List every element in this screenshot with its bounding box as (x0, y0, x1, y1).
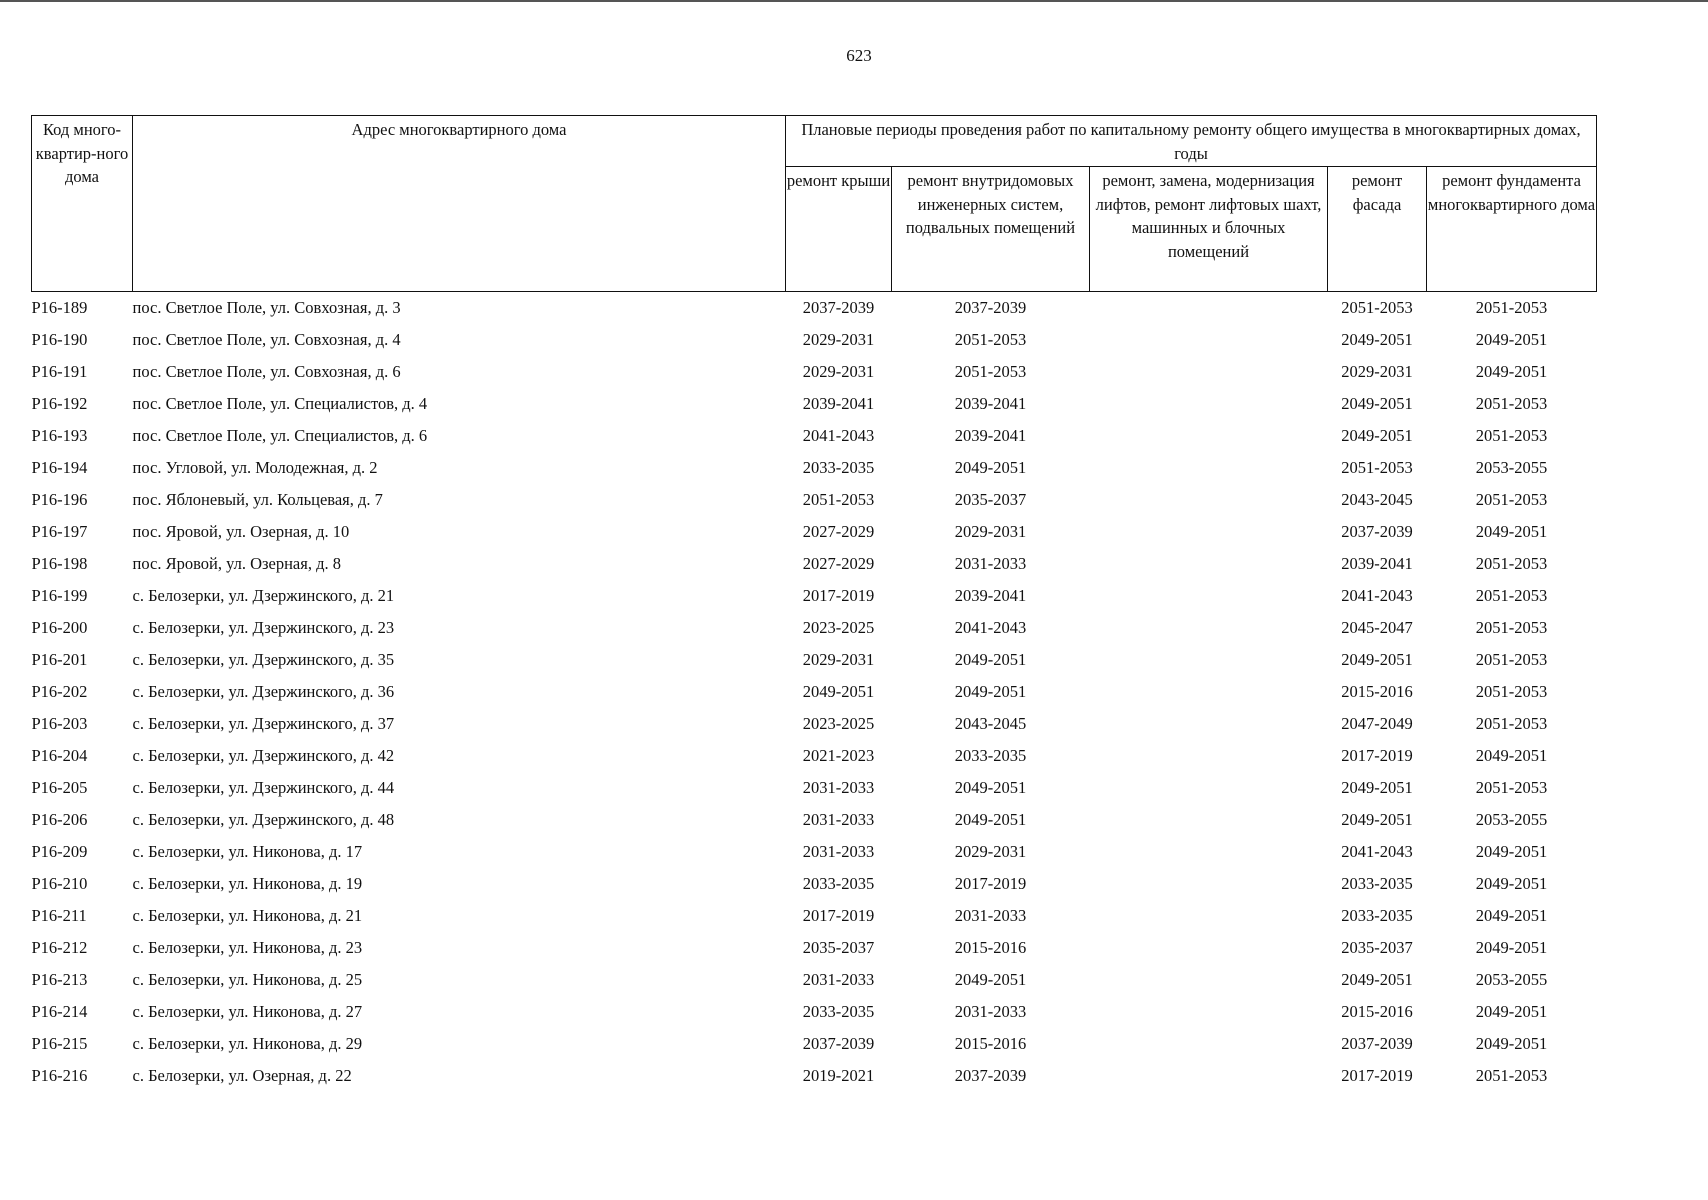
cell-facade: 2049-2051 (1341, 650, 1413, 669)
cell-foundation: 2049-2051 (1475, 746, 1548, 765)
cell-foundation: 2049-2051 (1475, 842, 1548, 861)
cell-facade: 2041-2043 (1341, 842, 1413, 861)
table-row (32, 644, 1597, 676)
table-row (32, 1060, 1597, 1092)
cell-foundation: 2049-2051 (1475, 874, 1548, 893)
table-row (32, 516, 1597, 548)
cell-facade: 2035-2037 (1341, 938, 1413, 957)
cell-lifts (1090, 772, 1328, 804)
cell-facade: 2045-2047 (1341, 618, 1413, 637)
cell-code: Р16-196 (31, 490, 88, 509)
cell-foundation: 2049-2051 (1475, 1034, 1548, 1053)
cell-roof: 2031-2033 (802, 778, 875, 797)
cell-foundation: 2051-2053 (1475, 618, 1548, 637)
cell-foundation: 2051-2053 (1475, 714, 1548, 733)
cell-engineering: 2039-2041 (954, 426, 1027, 445)
cell-facade: 2049-2051 (1341, 330, 1413, 349)
cell-roof: 2029-2031 (802, 330, 875, 349)
cell-engineering: 2017-2019 (954, 874, 1027, 893)
cell-foundation: 2049-2051 (1475, 938, 1548, 957)
cell-code: Р16-216 (31, 1066, 88, 1085)
table-row (32, 740, 1597, 772)
cell-address: с. Белозерки, ул. Дзержинского, д. 23 (132, 618, 395, 637)
cell-code: Р16-205 (31, 778, 88, 797)
cell-code: Р16-189 (31, 298, 88, 317)
cell-roof: 2051-2053 (802, 490, 875, 509)
cell-foundation: 2051-2053 (1475, 426, 1548, 445)
cell-roof: 2035-2037 (802, 938, 875, 957)
cell-lifts (1090, 356, 1328, 388)
cell-engineering: 2029-2031 (954, 842, 1027, 861)
header-roof: ремонт крыши (786, 167, 892, 292)
cell-roof: 2021-2023 (802, 746, 875, 765)
cell-roof: 2031-2033 (802, 810, 875, 829)
cell-lifts (1090, 420, 1328, 452)
cell-lifts (1090, 804, 1328, 836)
cell-lifts (1090, 964, 1328, 996)
cell-code: Р16-209 (31, 842, 88, 861)
cell-facade: 2051-2053 (1341, 458, 1413, 477)
cell-foundation: 2049-2051 (1475, 522, 1548, 541)
cell-roof: 2033-2035 (802, 874, 875, 893)
cell-lifts (1090, 516, 1328, 548)
table-row (32, 836, 1597, 868)
capital-repair-schedule-table (31, 115, 1597, 1092)
cell-lifts (1090, 740, 1328, 772)
cell-address: с. Белозерки, ул. Никонова, д. 27 (132, 1002, 363, 1021)
table-row (32, 996, 1597, 1028)
cell-facade: 2029-2031 (1341, 362, 1413, 381)
table-row (32, 292, 1597, 325)
cell-lifts (1090, 388, 1328, 420)
cell-engineering: 2049-2051 (954, 778, 1027, 797)
cell-lifts (1090, 676, 1328, 708)
cell-foundation: 2051-2053 (1475, 554, 1548, 573)
cell-code: Р16-203 (31, 714, 88, 733)
cell-lifts (1090, 644, 1328, 676)
cell-address: с. Белозерки, ул. Дзержинского, д. 44 (132, 778, 395, 797)
table-row (32, 708, 1597, 740)
header-periods-group: Плановые периоды проведения работ по капитальному ремонту общего имущества в многоквартирных домах, годы (786, 116, 1597, 167)
page-number: 623 (846, 46, 872, 65)
cell-code: Р16-190 (31, 330, 88, 349)
cell-lifts (1090, 900, 1328, 932)
cell-address: пос. Светлое Поле, ул. Совхозная, д. 4 (132, 330, 401, 349)
cell-engineering: 2051-2053 (954, 362, 1027, 381)
cell-facade: 2015-2016 (1341, 1002, 1413, 1021)
cell-code: Р16-214 (31, 1002, 88, 1021)
cell-engineering: 2037-2039 (954, 1066, 1027, 1085)
cell-engineering: 2015-2016 (954, 938, 1027, 957)
cell-code: Р16-202 (31, 682, 88, 701)
cell-roof: 2023-2025 (802, 714, 875, 733)
cell-lifts (1090, 612, 1328, 644)
cell-address: пос. Светлое Поле, ул. Совхозная, д. 3 (132, 298, 401, 317)
cell-foundation: 2049-2051 (1475, 906, 1548, 925)
cell-code: Р16-210 (31, 874, 88, 893)
cell-engineering: 2039-2041 (954, 394, 1027, 413)
cell-engineering: 2031-2033 (954, 1002, 1027, 1021)
table-row (32, 932, 1597, 964)
cell-lifts (1090, 996, 1328, 1028)
cell-roof: 2037-2039 (802, 1034, 875, 1053)
cell-lifts (1090, 1060, 1328, 1092)
cell-address: пос. Светлое Поле, ул. Совхозная, д. 6 (132, 362, 401, 381)
cell-engineering: 2037-2039 (954, 298, 1027, 317)
cell-engineering: 2039-2041 (954, 586, 1027, 605)
cell-address: с. Белозерки, ул. Никонова, д. 17 (132, 842, 363, 861)
cell-facade: 2017-2019 (1341, 746, 1413, 765)
cell-engineering: 2031-2033 (954, 554, 1027, 573)
cell-foundation: 2053-2055 (1475, 970, 1548, 989)
cell-engineering: 2033-2035 (954, 746, 1027, 765)
cell-address: с. Белозерки, ул. Никонова, д. 19 (132, 874, 363, 893)
cell-address: с. Белозерки, ул. Дзержинского, д. 42 (132, 746, 395, 765)
cell-code: Р16-206 (31, 810, 88, 829)
top-border-line (0, 0, 1708, 2)
cell-lifts (1090, 292, 1328, 325)
cell-roof: 2033-2035 (802, 458, 875, 477)
cell-roof: 2029-2031 (802, 362, 875, 381)
header-code: Код много-квартир-ного дома (32, 116, 133, 292)
cell-engineering: 2035-2037 (954, 490, 1027, 509)
cell-lifts (1090, 1028, 1328, 1060)
cell-address: с. Белозерки, ул. Дзержинского, д. 37 (132, 714, 395, 733)
cell-code: Р16-200 (31, 618, 88, 637)
cell-roof: 2039-2041 (802, 394, 875, 413)
cell-facade: 2043-2045 (1341, 490, 1413, 509)
cell-engineering: 2051-2053 (954, 330, 1027, 349)
cell-address: пос. Яблоневый, ул. Кольцевая, д. 7 (132, 490, 383, 509)
table-row (32, 868, 1597, 900)
cell-lifts (1090, 452, 1328, 484)
cell-lifts (1090, 580, 1328, 612)
cell-foundation: 2049-2051 (1475, 362, 1548, 381)
cell-roof: 2019-2021 (802, 1066, 875, 1085)
cell-code: Р16-201 (31, 650, 88, 669)
cell-lifts (1090, 324, 1328, 356)
cell-code: Р16-198 (31, 554, 88, 573)
cell-code: Р16-215 (31, 1034, 88, 1053)
cell-engineering: 2015-2016 (954, 1034, 1027, 1053)
cell-foundation: 2049-2051 (1475, 1002, 1548, 1021)
cell-code: Р16-213 (31, 970, 88, 989)
cell-code: Р16-192 (31, 394, 88, 413)
table-row (32, 580, 1597, 612)
cell-address: с. Белозерки, ул. Никонова, д. 23 (132, 938, 363, 957)
cell-code: Р16-204 (31, 746, 88, 765)
cell-address: с. Белозерки, ул. Никонова, д. 21 (132, 906, 363, 925)
cell-engineering: 2029-2031 (954, 522, 1027, 541)
cell-roof: 2027-2029 (802, 554, 875, 573)
cell-facade: 2051-2053 (1341, 298, 1413, 317)
cell-address: с. Белозерки, ул. Дзержинского, д. 36 (132, 682, 395, 701)
table-row (32, 612, 1597, 644)
cell-roof: 2033-2035 (802, 1002, 875, 1021)
table-row (32, 484, 1597, 516)
cell-engineering: 2049-2051 (954, 458, 1027, 477)
cell-code: Р16-197 (31, 522, 88, 541)
cell-address: с. Белозерки, ул. Никонова, д. 29 (132, 1034, 363, 1053)
cell-roof: 2041-2043 (802, 426, 875, 445)
cell-roof: 2027-2029 (802, 522, 875, 541)
cell-facade: 2015-2016 (1341, 682, 1413, 701)
cell-foundation: 2053-2055 (1475, 458, 1548, 477)
cell-address: пос. Яровой, ул. Озерная, д. 10 (132, 522, 350, 541)
cell-foundation: 2051-2053 (1475, 682, 1548, 701)
cell-address: пос. Яровой, ул. Озерная, д. 8 (132, 554, 341, 573)
cell-roof: 2031-2033 (802, 842, 875, 861)
cell-foundation: 2051-2053 (1475, 778, 1548, 797)
cell-address: с. Белозерки, ул. Никонова, д. 25 (132, 970, 363, 989)
cell-address: пос. Светлое Поле, ул. Специалистов, д. 6 (132, 426, 428, 445)
cell-code: Р16-199 (31, 586, 88, 605)
cell-lifts (1090, 484, 1328, 516)
table-row (32, 324, 1597, 356)
cell-code: Р16-193 (31, 426, 88, 445)
cell-lifts (1090, 836, 1328, 868)
cell-code: Р16-194 (31, 458, 88, 477)
table-row (32, 1028, 1597, 1060)
cell-engineering: 2049-2051 (954, 650, 1027, 669)
header-engineering: ремонт внутридомовых инженерных систем, подвальных помещений (892, 167, 1090, 292)
cell-facade: 2037-2039 (1341, 1034, 1413, 1053)
table-body (32, 292, 1597, 1093)
cell-foundation: 2051-2053 (1475, 586, 1548, 605)
cell-roof: 2049-2051 (802, 682, 875, 701)
cell-foundation: 2051-2053 (1475, 298, 1548, 317)
cell-facade: 2049-2051 (1341, 810, 1413, 829)
cell-engineering: 2049-2051 (954, 970, 1027, 989)
cell-roof: 2037-2039 (802, 298, 875, 317)
cell-code: Р16-212 (31, 938, 88, 957)
cell-foundation: 2051-2053 (1475, 650, 1548, 669)
table-row (32, 388, 1597, 420)
cell-roof: 2017-2019 (802, 586, 875, 605)
header-facade: ремонт фасада (1328, 167, 1427, 292)
cell-engineering: 2049-2051 (954, 810, 1027, 829)
cell-lifts (1090, 932, 1328, 964)
cell-address: с. Белозерки, ул. Озерная, д. 22 (132, 1066, 352, 1085)
cell-roof: 2017-2019 (802, 906, 875, 925)
cell-roof: 2029-2031 (802, 650, 875, 669)
cell-lifts (1090, 708, 1328, 740)
cell-foundation: 2049-2051 (1475, 330, 1548, 349)
cell-roof: 2031-2033 (802, 970, 875, 989)
cell-facade: 2033-2035 (1341, 874, 1413, 893)
cell-roof: 2023-2025 (802, 618, 875, 637)
cell-facade: 2017-2019 (1341, 1066, 1413, 1085)
cell-address: с. Белозерки, ул. Дзержинского, д. 21 (132, 586, 395, 605)
cell-facade: 2033-2035 (1341, 906, 1413, 925)
cell-facade: 2049-2051 (1341, 970, 1413, 989)
cell-foundation: 2053-2055 (1475, 810, 1548, 829)
cell-engineering: 2031-2033 (954, 906, 1027, 925)
table-row (32, 900, 1597, 932)
cell-engineering: 2041-2043 (954, 618, 1027, 637)
cell-lifts (1090, 548, 1328, 580)
table-row (32, 356, 1597, 388)
cell-facade: 2039-2041 (1341, 554, 1413, 573)
header-lifts: ремонт, замена, модернизация лифтов, ремонт лифтовых шахт, машинных и блочных помещений (1090, 167, 1328, 292)
cell-address: пос. Светлое Поле, ул. Специалистов, д. 4 (132, 394, 428, 413)
cell-facade: 2041-2043 (1341, 586, 1413, 605)
table-row (32, 964, 1597, 996)
table-header (32, 116, 1597, 292)
cell-lifts (1090, 868, 1328, 900)
cell-facade: 2037-2039 (1341, 522, 1413, 541)
header-foundation: ремонт фундамента многоквартирного дома (1427, 167, 1597, 292)
table-row (32, 676, 1597, 708)
cell-engineering: 2043-2045 (954, 714, 1027, 733)
table-row (32, 772, 1597, 804)
cell-facade: 2049-2051 (1341, 778, 1413, 797)
cell-foundation: 2051-2053 (1475, 394, 1548, 413)
table-row (32, 452, 1597, 484)
cell-facade: 2047-2049 (1341, 714, 1413, 733)
header-address: Адрес многоквартирного дома (133, 116, 786, 292)
cell-foundation: 2051-2053 (1475, 1066, 1548, 1085)
cell-foundation: 2051-2053 (1475, 490, 1548, 509)
cell-code: Р16-211 (31, 906, 87, 925)
table-row (32, 420, 1597, 452)
cell-facade: 2049-2051 (1341, 394, 1413, 413)
cell-code: Р16-191 (31, 362, 88, 381)
table-row (32, 804, 1597, 836)
cell-address: с. Белозерки, ул. Дзержинского, д. 48 (132, 810, 395, 829)
cell-facade: 2049-2051 (1341, 426, 1413, 445)
cell-address: с. Белозерки, ул. Дзержинского, д. 35 (132, 650, 395, 669)
table-row (32, 548, 1597, 580)
cell-engineering: 2049-2051 (954, 682, 1027, 701)
cell-address: пос. Угловой, ул. Молодежная, д. 2 (132, 458, 378, 477)
